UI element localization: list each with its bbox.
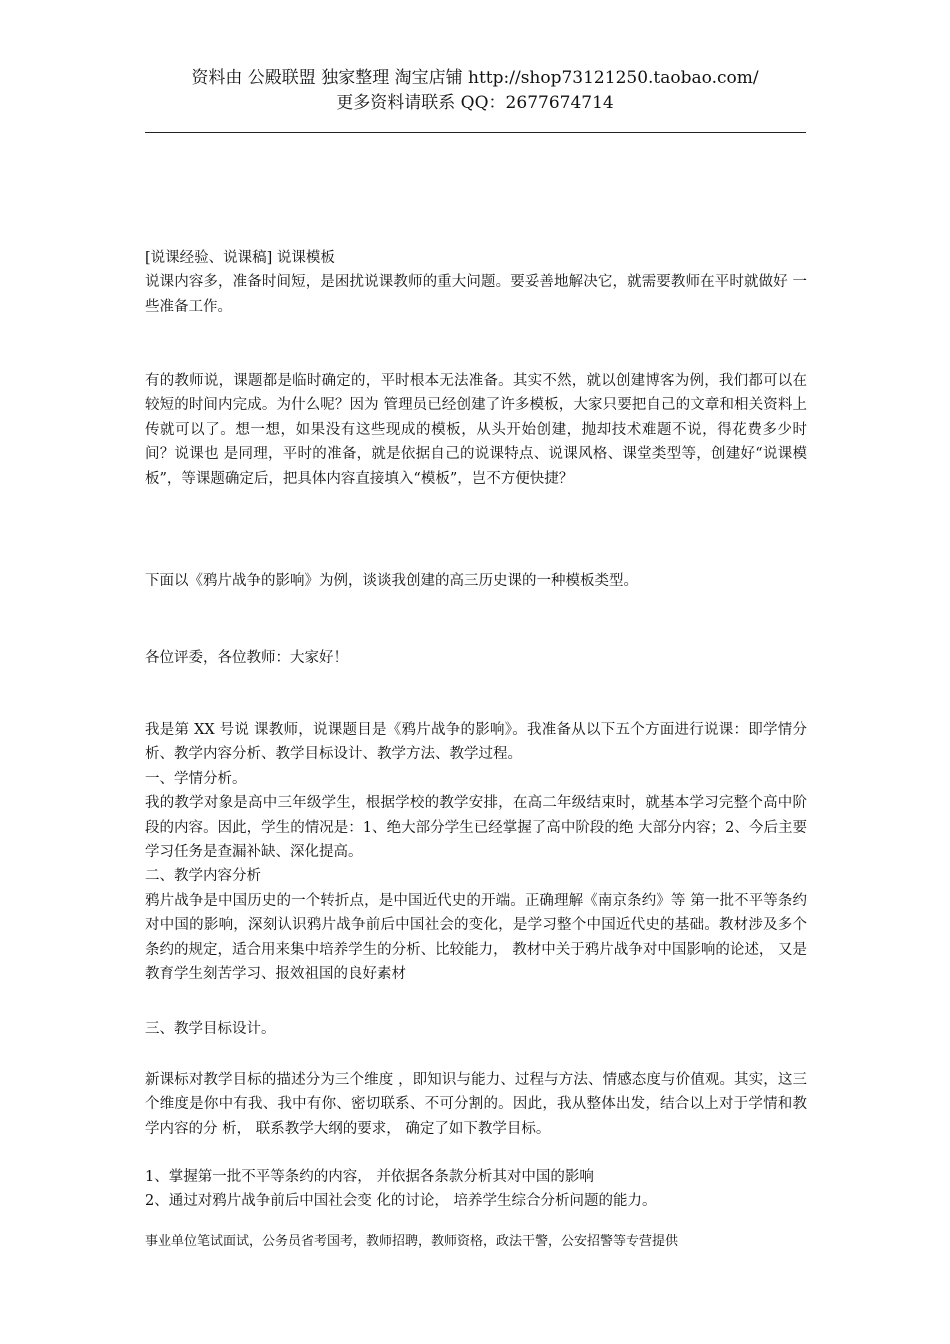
content-analysis-paragraph: 鸦片战争是中国历史的一个转折点，是中国近代史的开端。正确理解《南京条约》等 第一批不平等条约对中国的影响，深刻认识鸦片战争前后中国社会的变化，是学习整个中国近代史的基础。教材涉及多个条约的规定，适合用来集中培养学生的分析、比较能力， 教材中关于鸦片战争对中国影响的论述， 又是教育学生刻苦学习、报效祖国的良好素材 [145,892,807,983]
section-heading-objectives: 三、教学目标设计。 [145,1021,276,1037]
overview-paragraph: 我是第 XX 号说 课教师，说课题目是《鸦片战争的影响》。我准备从以下五个方面进行说课：即学情分析、教学内容分析、教学目标设计、教学方法、教学过程。 [145,722,807,763]
header-divider [145,132,806,133]
student-analysis-paragraph: 我的教学对象是高中三年级学生，根据学校的教学安排，在高二年级结束时，就基本学习完整个高中阶段的内容。因此，学生的情况是：1、绝大部分学生已经掌握了高中阶段的绝 大部分内容；2、今后主要学习任务是查漏补缺、深化提高。 [145,795,807,861]
template-rationale-section [145,369,807,491]
example-intro-section [145,569,807,593]
page-header [0,66,950,116]
header-line-1: 资料由 公殿联盟 独家整理 淘宝店铺 http://shop73121250.taobao.com/ [191,68,759,88]
objectives-list [145,1165,807,1214]
objective-item-2: 2、通过对鸦片战争前后中国社会变 化的讨论， 培养学生综合分析问题的能力。 [145,1193,657,1210]
intro-paragraph: 说课内容多，准备时间短，是困扰说课教师的重大问题。要妥善地解决它，就需要教师在平时就做好 一些准备工作。 [145,274,807,315]
intro-section [145,246,807,319]
lesson-overview-section [145,718,807,986]
article-title: [说课经验、说课稿] 说课模板 [145,250,335,266]
example-intro-paragraph: 下面以《鸦片战争的影响》为例，谈谈我创建的高三历史课的一种模板类型。 [145,573,638,589]
page-footer: 事业单位笔试面试，公务员省考国考，教师招聘，教师资格，政法干警，公安招警等专营提供 [145,1234,679,1249]
section-heading-content-analysis: 二、教学内容分析 [145,868,261,885]
header-line-2: 更多资料请联系 QQ：2677674714 [336,93,614,113]
objective-item-1: 1、掌握第一批不平等条约的内容， 并依据各条款分析其对中国的影响 [145,1169,594,1185]
greeting-section [145,646,807,670]
objectives-heading-section [145,1017,807,1041]
section-heading-student-analysis: 一、学情分析。 [145,770,247,787]
greeting-paragraph: 各位评委，各位教师：大家好！ [145,650,348,666]
rationale-paragraph: 有的教师说，课题都是临时确定的，平时根本无法准备。其实不然，就以创建博客为例，我们都可以在较短的时间内完成。为什么呢？因为 管理员已经创建了许多模板，大家只要把自己的文章和相关资料上传就可以了。想一想，如果没有这些现成的模板，从头开始创建，抛却技术难题不说，得花费多少时间？说课也 是同理，平时的准备，就是依据自己的说课特点、说课风格、课堂类型等，创建好“说课模板”，等课题确定后，把具体内容直接填入“模板”，岂不方便快捷？ [145,373,807,487]
objectives-paragraph: 新课标对教学目标的描述分为三个维度 ，即知识与能力、过程与方法、情感态度与价值观。其实，这三个维度是你中有我、我中有你、密切联系、不可分割的。因此，我从整体出发，结合以上对于学情和教学内容的分 析， 联系教学大纲的要求， 确定了如下教学目标。 [145,1072,807,1137]
objectives-intro-section [145,1068,807,1141]
